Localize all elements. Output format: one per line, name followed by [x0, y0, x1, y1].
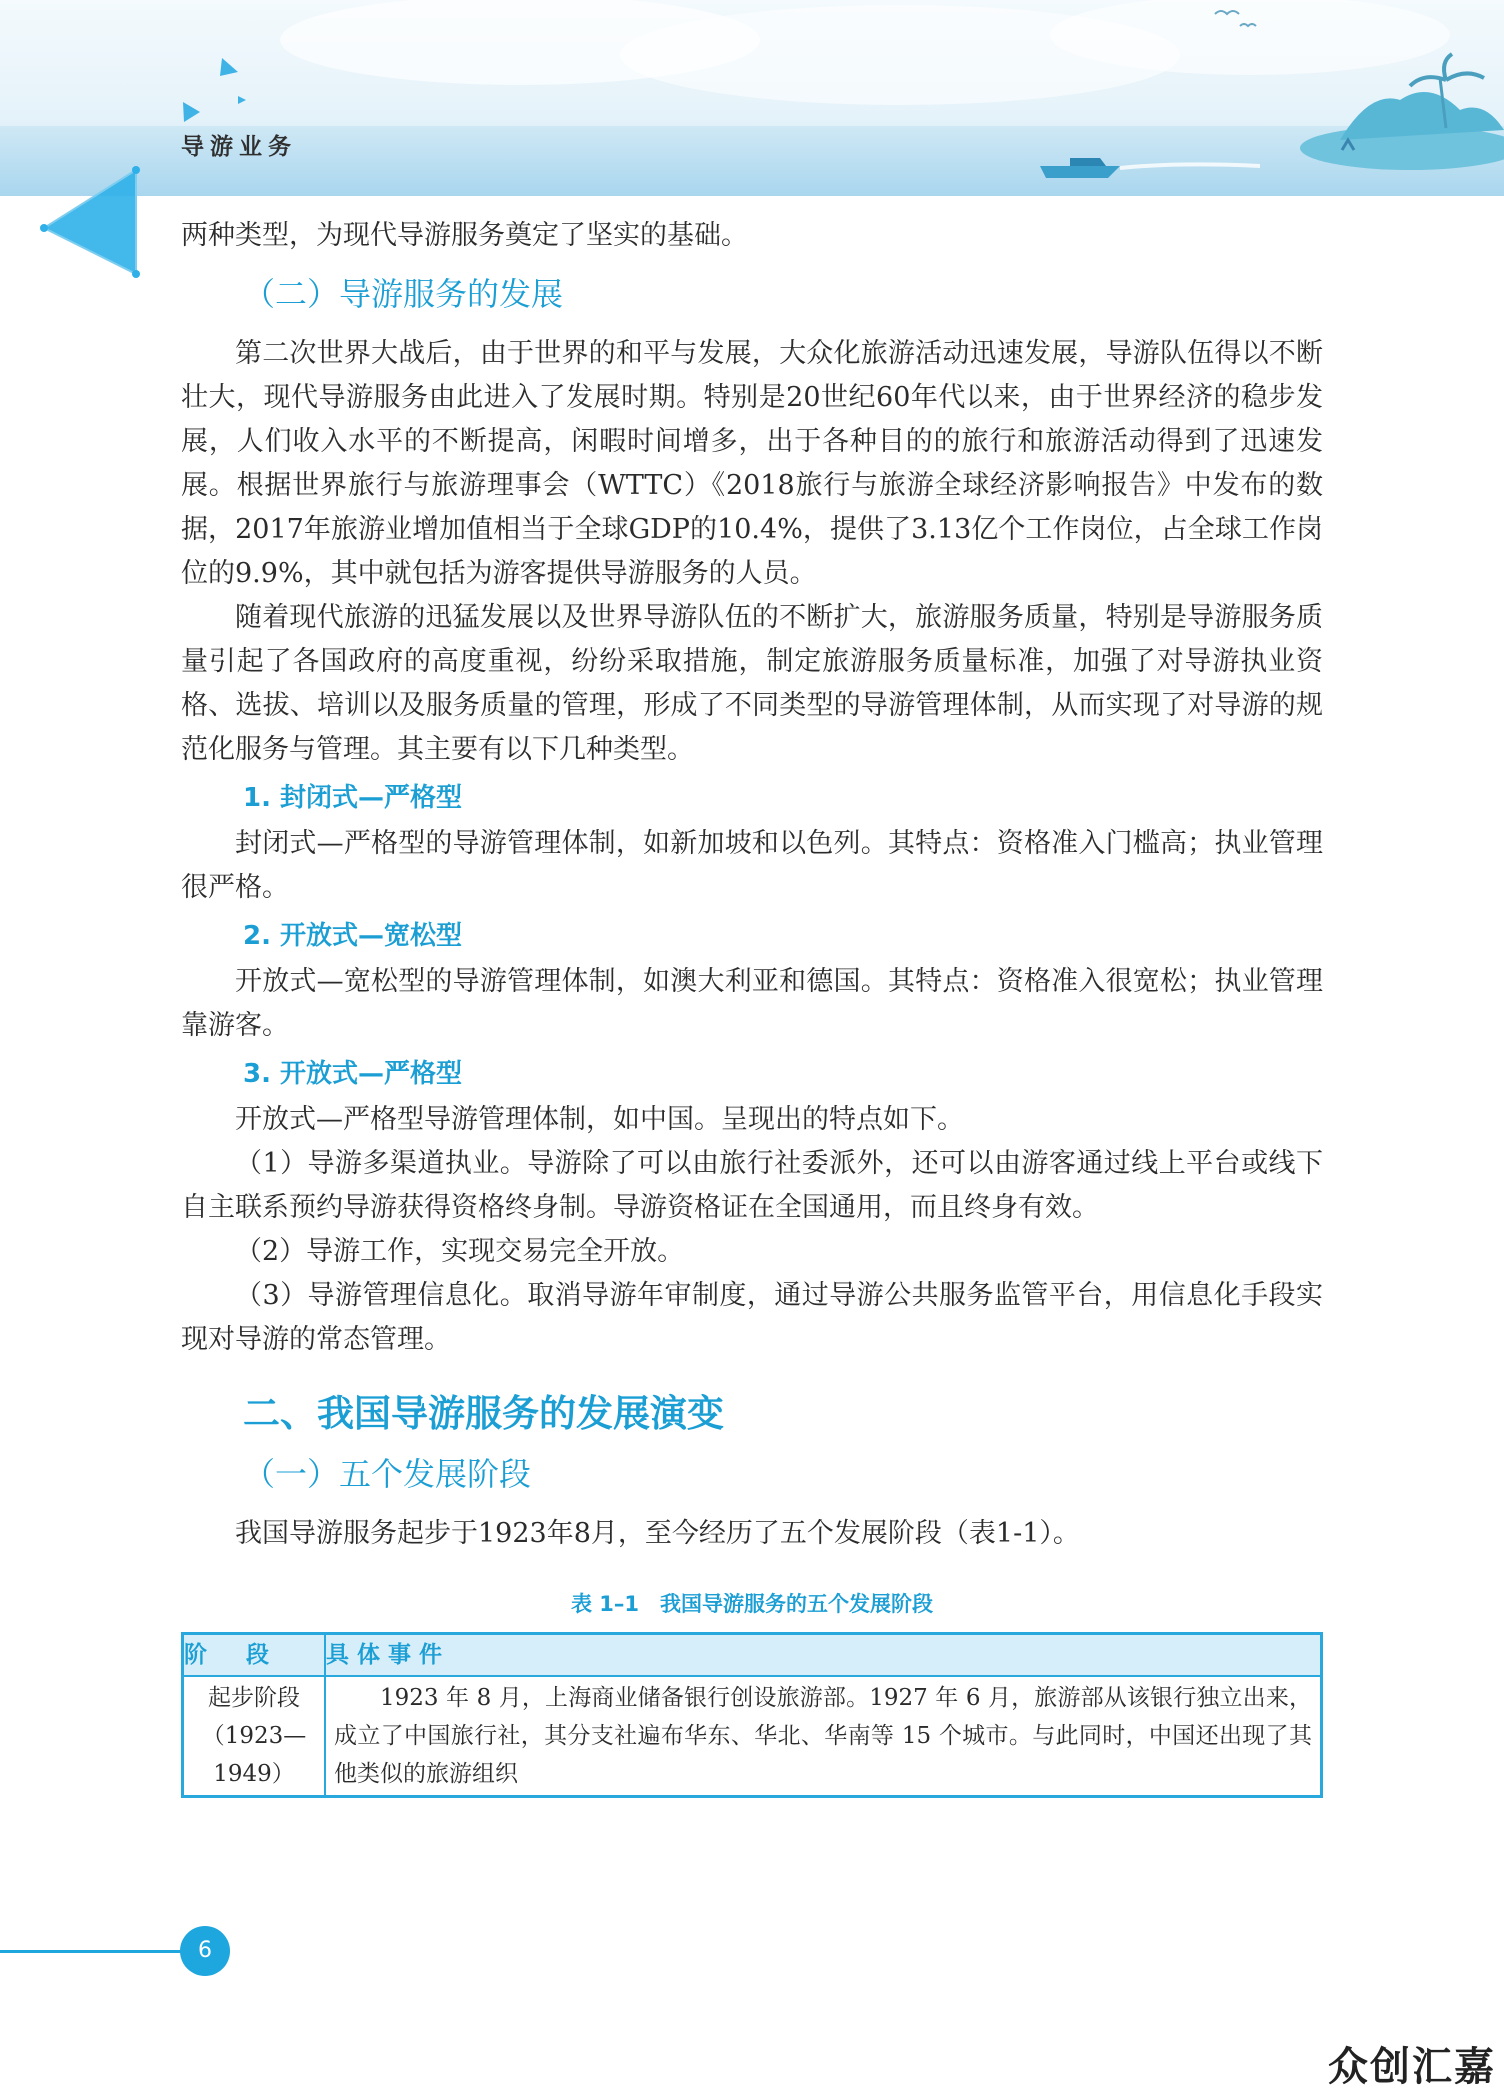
paragraph-open-strict: 开放式—严格型导游管理体制，如中国。呈现出的特点如下。: [235, 1104, 964, 1135]
subheading-closed-strict: 1. 封闭式—严格型: [243, 783, 463, 813]
table-cell-event: 1923 年 8 月，上海商业储备银行创设旅游部。1927 年 6 月，旅游部从该银行独立出来，成立了中国旅行社，其分支社遍布华东、华北、华南等 15 个城市。与此同时，中国还出现了其他类似的旅游组织: [325, 1676, 1322, 1797]
table-caption: 表 1–1 我国导游服务的五个发展阶段: [570, 1592, 934, 1616]
paragraph-closed-strict: 封闭式—严格型的导游管理体制，如新加坡和以色列。其特点：资格准入门槛高；执业管理很严格。: [181, 828, 1323, 903]
paragraph-carryover: 两种类型，为现代导游服务奠定了坚实的基础。: [181, 220, 748, 251]
header-banner: [0, 0, 1504, 196]
running-head: 导游业务: [181, 134, 297, 160]
section-heading-development: （二）导游服务的发展: [243, 275, 564, 313]
section-heading-stages: （一）五个发展阶段: [243, 1455, 532, 1493]
column-header-stage: 阶 段: [183, 1634, 326, 1677]
list-item-2: （2）导游工作，实现交易完全开放。: [235, 1236, 685, 1267]
subheading-open-strict: 3. 开放式—严格型: [243, 1059, 463, 1089]
banner-decoration: [0, 0, 1504, 196]
paragraph-intro: 我国导游服务起步于1923年8月，至今经历了五个发展阶段（表1-1）。: [235, 1518, 1080, 1549]
main-content: [181, 214, 1323, 1798]
triangle-icon: [220, 58, 238, 76]
table-cell-stage: 起步阶段（1923—1949）: [183, 1676, 326, 1797]
subheading-open-loose: 2. 开放式—宽松型: [243, 921, 463, 951]
speedboat-icon: [1040, 166, 1120, 178]
stages-table: [181, 1632, 1323, 1798]
table-header-row: [183, 1634, 1322, 1677]
paragraph-quality: 随着现代旅游的迅猛发展以及世界导游队伍的不断扩大，旅游服务质量，特别是导游服务质量引起了各国政府的高度重视，纷纷采取措施，制定旅游服务质量标准，加强了对导游执业资格、选拔、培训以及服务质量的管理，形成了不同类型的导游管理体制，从而实现了对导游的规范化服务与管理。其主要有以下几种类型。: [181, 602, 1323, 765]
column-header-event: 具体事件: [325, 1634, 1322, 1677]
page-number-line: [0, 1950, 200, 1953]
chapter-heading-china: 二、我国导游服务的发展演变: [243, 1392, 724, 1435]
triangle-icon: [183, 102, 200, 122]
triangle-decoration: [36, 164, 146, 284]
table-row: [183, 1676, 1322, 1797]
watermark: 众创汇嘉: [1328, 2044, 1496, 2090]
page-number: 6: [180, 1926, 230, 1976]
paragraph-open-loose: 开放式—宽松型的导游管理体制，如澳大利亚和德国。其特点：资格准入很宽松；执业管理靠游客。: [181, 966, 1323, 1041]
list-item-3: （3）导游管理信息化。取消导游年审制度，通过导游公共服务监管平台，用信息化手段实现对导游的常态管理。: [181, 1280, 1323, 1355]
paragraph-ww2: 第二次世界大战后，由于世界的和平与发展，大众化旅游活动迅速发展，导游队伍得以不断壮大，现代导游服务由此进入了发展时期。特别是20世纪60年代以来，由于世界经济的稳步发展，人们收入水平的不断提高，闲暇时间增多，出于各种目的的旅行和旅游活动得到了迅速发展。根据世界旅行与旅游理事会（WTTC）《2018旅行与旅游全球经济影响报告》中发布的数据，2017年旅游业增加值相当于全球GDP的10.4%，提供了3.13亿个工作岗位，占全球工作岗位的9.9%，其中就包括为游客提供导游服务的人员。: [181, 338, 1323, 589]
list-item-1: （1）导游多渠道执业。导游除了可以由旅行社委派外，还可以由游客通过线上平台或线下自主联系预约导游获得资格终身制。导游资格证在全国通用，而且终身有效。: [181, 1148, 1323, 1223]
